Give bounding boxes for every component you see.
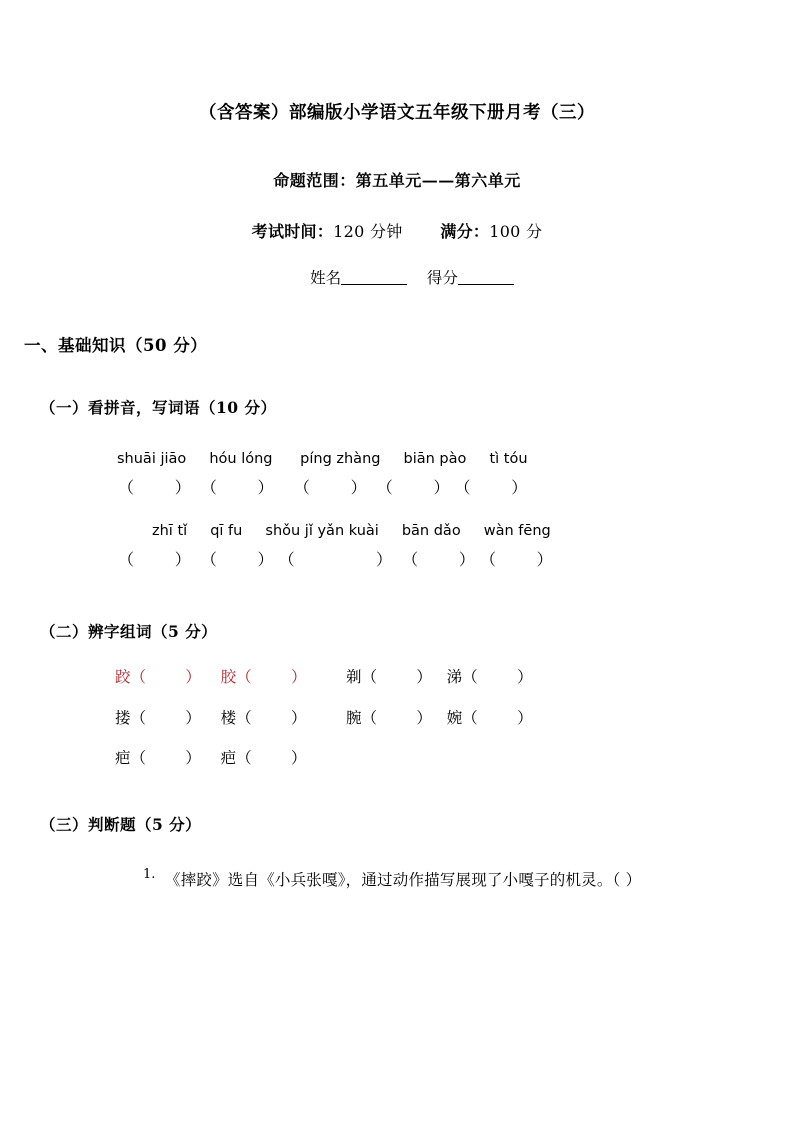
page-title: （含答案）部编版小学语文五年级下册月考（三） <box>199 103 595 123</box>
section-heading-basic-knowledge: 一、基础知识（50 分） <box>24 336 208 356</box>
pinyin-item: biān pào <box>403 451 467 468</box>
subsection-heading-true-false: （三）判断题（5 分） <box>40 814 202 834</box>
bianzi-entry[interactable]: 跤（ ） 胶（ ） <box>115 668 307 687</box>
exam-time-value: 120 分钟 <box>333 222 403 242</box>
pinyin-item: shuāi jiāo <box>117 451 187 468</box>
subsection-heading-character-discrimination: （二）辨字组词（5 分） <box>40 622 218 642</box>
question-number: 1. <box>143 866 156 882</box>
pinyin-exercise-block <box>0 418 794 568</box>
question-text[interactable]: 《摔跤》选自《小兵张嘎》，通过动作描写展现了小嘎子的机灵。（ ） <box>165 870 642 889</box>
exam-time-label: 考试时间： <box>251 222 334 242</box>
pinyin-item: qī fu <box>210 522 243 539</box>
subsection-heading-pinyin-writing: （一）看拼音，写词语（10 分） <box>40 398 277 418</box>
question-item <box>0 865 794 897</box>
answer-bracket-row-2[interactable]: （ ） （ ） （ ） （ ） （ ） <box>118 550 553 570</box>
bianzi-entry[interactable]: 剃（ ） 涕（ ） <box>306 668 533 687</box>
bianzi-row[interactable]: 搂（ ） 楼（ ） 腕（ ） 婉（ ） <box>115 708 533 727</box>
bianzi-row[interactable]: 疤（ ） 疤（ ） <box>115 749 307 768</box>
exam-scope-line <box>0 126 794 191</box>
bianzi-row[interactable] <box>0 670 794 686</box>
full-score-value: 100 分 <box>489 222 543 242</box>
exam-scope-text: 命题范围：第五单元——第六单元 <box>273 171 521 191</box>
full-score-label: 满分： <box>440 222 490 242</box>
true-false-block <box>0 835 794 897</box>
name-label: 姓名 <box>310 269 342 288</box>
character-discrimination-block <box>0 642 794 767</box>
exam-meta-line <box>0 191 794 242</box>
pinyin-row-1 <box>0 452 794 467</box>
name-input-blank[interactable] <box>341 284 407 285</box>
answer-bracket-row-1[interactable]: （ ） （ ） （ ） （ ） （ ） <box>118 477 528 497</box>
pinyin-row-2 <box>0 496 794 539</box>
pinyin-item: zhī tǐ <box>152 522 188 539</box>
pinyin-item: shǒu jǐ yǎn kuài <box>265 522 379 539</box>
score-label: 得分 <box>426 269 458 288</box>
name-score-line <box>0 242 794 288</box>
pinyin-item: tì tóu <box>489 451 528 468</box>
pinyin-item: píng zhàng <box>300 451 381 468</box>
pinyin-item: hóu lóng <box>209 451 273 468</box>
score-input-blank[interactable] <box>458 284 514 285</box>
pinyin-item: bān dǎo <box>401 522 461 539</box>
pinyin-item: wàn fēng <box>483 522 551 539</box>
